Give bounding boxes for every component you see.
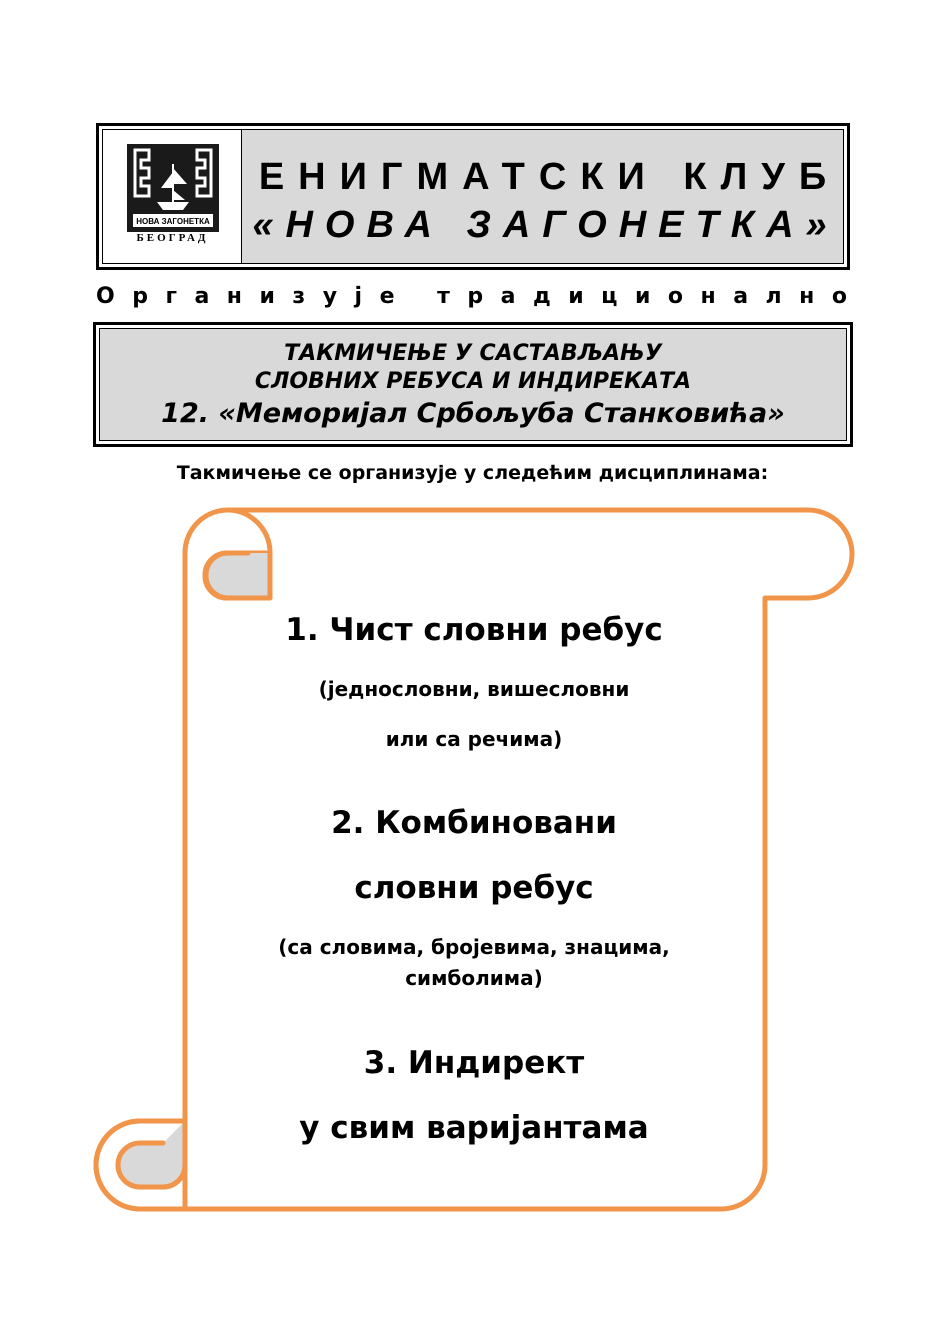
logo-emblem-text: НОВА ЗАГОНЕТКА xyxy=(136,217,210,226)
discipline-1-note-line2: или са речима) xyxy=(385,727,563,751)
discipline-2-note-line2: симболима) xyxy=(405,966,543,990)
discipline-3-title-line1: 3. Индирект xyxy=(363,1045,585,1081)
logo-city: БЕОГРАД xyxy=(136,232,209,244)
disciplines-intro: Такмичење се организује у следећим дисциплинама: xyxy=(176,462,769,484)
competition-line2: СЛОВНИХ РЕБУСА И ИНДИРЕКАТА xyxy=(254,369,692,394)
discipline-1-title: 1. Чист словни ребус xyxy=(285,612,663,648)
discipline-2-title-line1: 2. Комбиновани xyxy=(331,805,617,841)
discipline-2-title-line2: словни ребус xyxy=(354,870,594,906)
discipline-2-note-line1: (са словима, бројевима, знацима, xyxy=(278,935,670,959)
discipline-3-title-line2: у свим варијантама xyxy=(299,1110,649,1146)
competition-line1: ТАКМИЧЕЊЕ У САСТАВЉАЊУ xyxy=(284,341,662,366)
club-title-line2: «НОВА ЗАГОНЕТКА» xyxy=(252,204,839,246)
club-title-line1: ЕНИГМАТСКИ КЛУБ xyxy=(258,156,841,198)
organizes-line: Организује традиционално xyxy=(96,284,865,309)
scroll-top-roll xyxy=(206,553,270,598)
competition-line3: 12. «Меморијал Србољуба Станковића» xyxy=(161,398,785,429)
discipline-1-note-line1: (једнословни, вишесловни xyxy=(318,677,630,701)
